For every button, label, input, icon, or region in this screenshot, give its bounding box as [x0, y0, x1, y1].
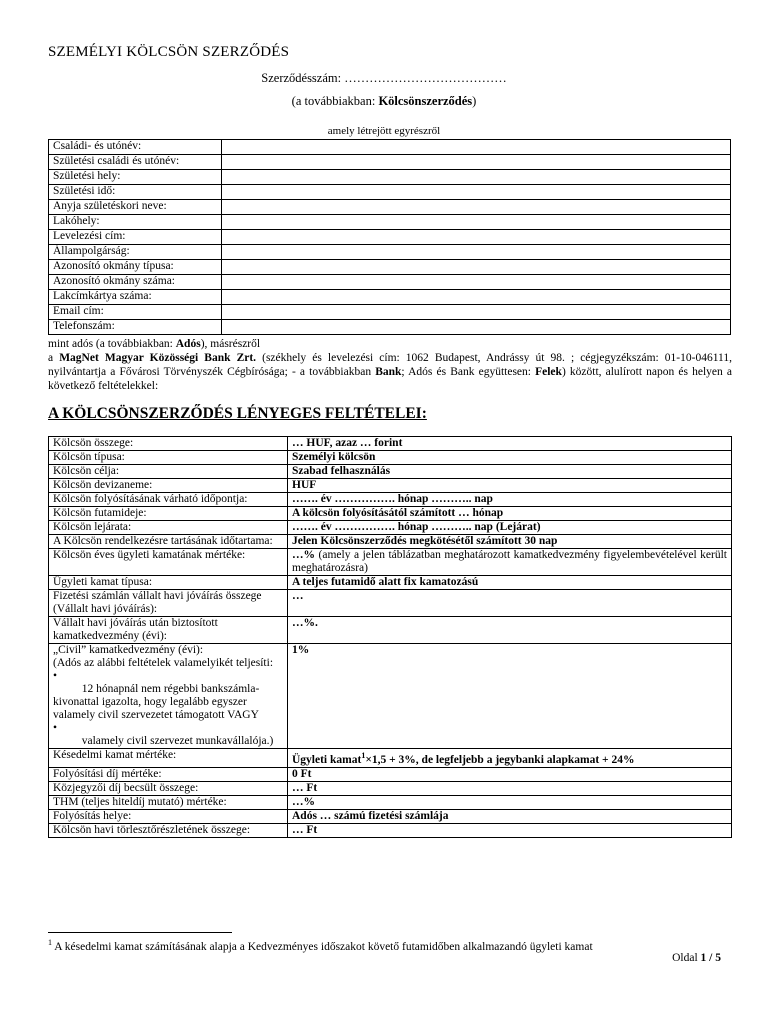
term-label: Folyósítási díj mértéke:	[49, 767, 288, 781]
terms-row	[49, 576, 732, 590]
terms-row	[49, 823, 732, 837]
debtor-field-value[interactable]	[222, 275, 731, 290]
debtor-field-value[interactable]	[222, 230, 731, 245]
terms-row	[49, 479, 732, 493]
document-title: SZEMÉLYI KÖLCSÖN SZERZŐDÉS	[48, 44, 290, 60]
term-label-line: (Adós az alábbi feltételek valamelyikét teljesíti:	[53, 657, 274, 669]
debtor-field-label: Levelezési cím:	[49, 230, 222, 245]
term-label: Folyósítás helye:	[49, 809, 288, 823]
term-value: Személyi kölcsön	[288, 451, 732, 465]
debtor-field-label: Állampolgárság:	[49, 245, 222, 260]
bullet-marker: •	[53, 722, 58, 734]
bank-designation: a MagNet Magyar Közösségi Bank Zrt. (székhely és levelezési cím: 1062 Budapest, Andrássy út 98. ; cégjegyzékszám: 01-10-046111, nyilvántartja a Fővárosi Törvényszék Cégbírósága; - a továbbiakban Bank; Adós és Bank együttesen: Felek) között, alulírott napon és helyen a következő feltételekkel:	[48, 352, 732, 392]
debtor-field-label: Telefonszám:	[49, 320, 222, 335]
debtor-row	[49, 170, 731, 185]
debtor-field-value[interactable]	[222, 140, 731, 155]
terms-row	[49, 493, 732, 507]
debtor-field-value[interactable]	[222, 185, 731, 200]
loan-terms-table	[48, 436, 732, 838]
term-value: …%	[288, 795, 732, 809]
term-value: … Ft	[288, 781, 732, 795]
terms-row	[49, 809, 732, 823]
debtor-field-value[interactable]	[222, 170, 731, 185]
term-label-line: „Civil” kamatkedvezmény (évi):	[53, 644, 204, 656]
debtor-field-value[interactable]	[222, 305, 731, 320]
term-value: … Ft	[288, 823, 732, 837]
debtor-field-value[interactable]	[222, 290, 731, 305]
contract-number: Szerződésszám: …………………………………	[261, 71, 507, 85]
debtor-designation: mint adós (a továbbiakban: Adós), másrészről	[48, 338, 261, 350]
debtor-field-value[interactable]	[222, 320, 731, 335]
term-label: Kölcsön folyósításának várható időpontja:	[49, 493, 288, 507]
terms-row	[49, 795, 732, 809]
term-value: Adós … számú fizetési számlája	[288, 809, 732, 823]
debtor-row	[49, 290, 731, 305]
terms-row	[49, 749, 732, 768]
debtor-field-value[interactable]	[222, 260, 731, 275]
term-label-line: valamely civil szervezet munkavállalója.)	[53, 735, 274, 747]
term-value: …%.	[288, 617, 732, 644]
term-label: Kölcsön típusa:	[49, 451, 288, 465]
term-label: THM (teljes hiteldíj mutató) mértéke:	[49, 795, 288, 809]
debtor-row	[49, 305, 731, 320]
term-value: A teljes futamidő alatt fix kamatozású	[288, 576, 732, 590]
footnote-divider	[48, 932, 232, 933]
terms-row	[49, 767, 732, 781]
term-value: 0 Ft	[288, 767, 732, 781]
term-value: …% (amely a jelen táblázatban meghatározott kamatkedvezmény figyelembevételével került meghatározásra)	[288, 549, 732, 576]
terms-row	[49, 521, 732, 535]
terms-row	[49, 590, 732, 617]
term-value: HUF	[288, 479, 732, 493]
debtor-field-label: Azonosító okmány száma:	[49, 275, 222, 290]
term-value: ……. év ……………. hónap ……….. nap	[288, 493, 732, 507]
debtor-field-label: Email cím:	[49, 305, 222, 320]
terms-row	[49, 451, 732, 465]
term-value: Ügyleti kamat$^1$×1,5 + 3%, de legfeljebb a jegybanki alapkamat + 24%	[288, 749, 732, 768]
term-label: Kölcsön havi törlesztőrészletének összege:	[49, 823, 288, 837]
debtor-field-label: Születési idő:	[49, 185, 222, 200]
term-label: Ügyleti kamat típusa:	[49, 576, 288, 590]
debtor-row	[49, 155, 731, 170]
term-value: 1%	[288, 644, 732, 749]
page-number: Oldal 1 / 5	[672, 952, 721, 964]
term-label: Vállalt havi jóváírás után biztosított kamatkedvezmény (évi):	[49, 617, 288, 644]
terms-row	[49, 644, 732, 749]
section-title: A KÖLCSÖNSZERZŐDÉS LÉNYEGES FELTÉTELEI:	[48, 405, 427, 422]
debtor-field-label: Születési családi és utónév:	[49, 155, 222, 170]
term-label: Kölcsön összege:	[49, 437, 288, 451]
bullet-marker: •	[53, 670, 58, 682]
debtor-row	[49, 200, 731, 215]
debtor-field-label: Születési hely:	[49, 170, 222, 185]
term-label: Kölcsön lejárata:	[49, 521, 288, 535]
terms-row	[49, 781, 732, 795]
between-text: amely létrejött egyrészről	[327, 125, 441, 137]
term-label: Közjegyzői díj becsült összege:	[49, 781, 288, 795]
terms-row	[49, 617, 732, 644]
terms-row	[49, 465, 732, 479]
term-label: Kölcsön devizaneme:	[49, 479, 288, 493]
debtor-data-table	[48, 139, 731, 335]
terms-row	[49, 549, 732, 576]
terms-row	[49, 535, 732, 549]
debtor-row	[49, 320, 731, 335]
debtor-row	[49, 185, 731, 200]
term-label: A Kölcsön rendelkezésre tartásának időtartama:	[49, 535, 288, 549]
term-label: Kölcsön futamideje:	[49, 507, 288, 521]
footnote: $^1$ A késedelmi kamat számításának alapja a Kedvezményes időszakot követő futamidőben alkalmazandó ügyleti kamat	[48, 938, 593, 953]
term-value: ……. év ……………. hónap ……….. nap (Lejárat)	[288, 521, 732, 535]
debtor-row	[49, 275, 731, 290]
terms-row	[49, 507, 732, 521]
terms-row	[49, 437, 732, 451]
term-value: … HUF, azaz … forint	[288, 437, 732, 451]
term-label: Késedelmi kamat mértéke:	[49, 749, 288, 768]
term-label: Kölcsön éves ügyleti kamatának mértéke:	[49, 549, 288, 576]
debtor-row	[49, 140, 731, 155]
debtor-field-label: Azonosító okmány típusa:	[49, 260, 222, 275]
debtor-field-value[interactable]	[222, 215, 731, 230]
contract-alias: (a továbbiakban: Kölcsönszerződés)	[291, 94, 477, 108]
term-label: Kölcsön célja:	[49, 465, 288, 479]
term-label-line: 12 hónapnál nem régebbi bankszámla-kivonattal igazolta, hogy legalább egyszer valamely civil szervezetet támogatott VAGY	[53, 683, 260, 721]
term-value: Szabad felhasználás	[288, 465, 732, 479]
debtor-field-value[interactable]	[222, 155, 731, 170]
debtor-field-label: Lakóhely:	[49, 215, 222, 230]
term-value: Jelen Kölcsönszerződés megkötésétől számított 30 nap	[288, 535, 732, 549]
term-value: …	[288, 590, 732, 617]
term-value: A kölcsön folyósításától számított … hónap	[288, 507, 732, 521]
term-label: Fizetési számlán vállalt havi jóváírás összege (Vállalt havi jóváírás):	[49, 590, 288, 617]
debtor-row	[49, 245, 731, 260]
term-label	[49, 644, 288, 749]
debtor-row	[49, 230, 731, 245]
debtor-field-label: Lakcímkártya száma:	[49, 290, 222, 305]
debtor-row	[49, 215, 731, 230]
debtor-field-value[interactable]	[222, 200, 731, 215]
debtor-field-label: Családi- és utónév:	[49, 140, 222, 155]
debtor-row	[49, 260, 731, 275]
debtor-field-value[interactable]	[222, 245, 731, 260]
debtor-field-label: Anyja születéskori neve:	[49, 200, 222, 215]
